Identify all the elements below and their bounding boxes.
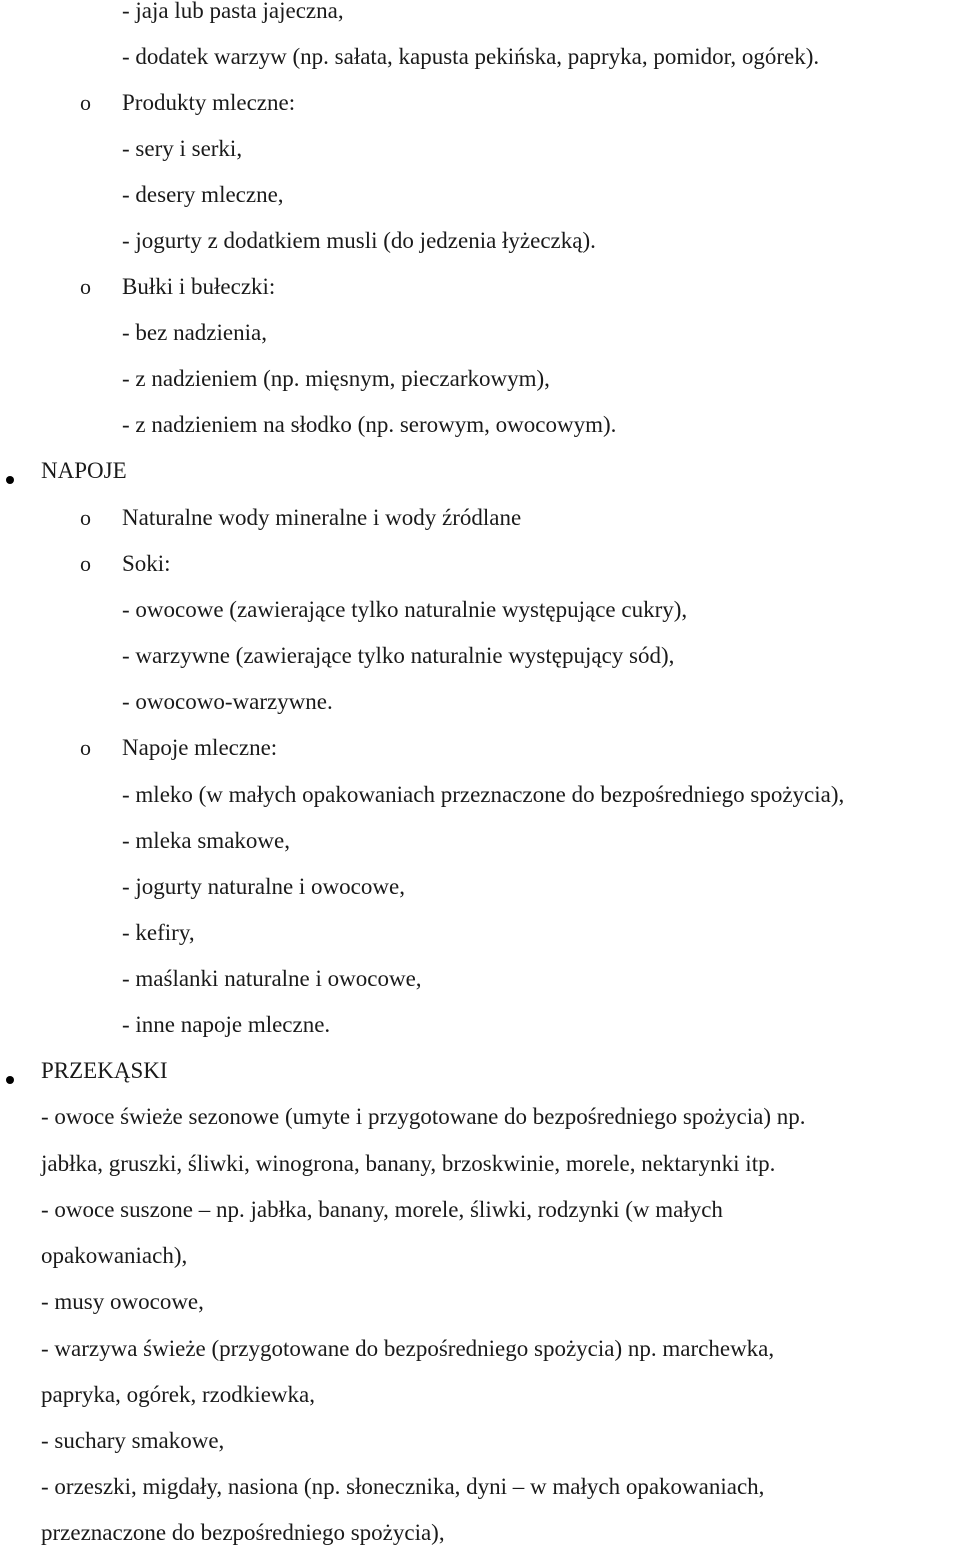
text-line: - orzeszki, migdały, nasiona (np. słonecznika, dyni – w małych opakowaniach, [41, 1474, 765, 1499]
text-line: - z nadzieniem (np. mięsnym, pieczarkowym), [122, 366, 550, 391]
text-line: - jogurty naturalne i owocowe, [122, 874, 405, 899]
sub-bullet-marker: o [80, 551, 91, 576]
text-line: - suchary smakowe, [41, 1428, 225, 1453]
sub-bullet-marker: o [80, 735, 91, 760]
text-line: - jaja lub pasta jajeczna, [122, 0, 344, 23]
text-line: - dodatek warzyw (np. sałata, kapusta pekińska, papryka, pomidor, ogórek). [122, 44, 820, 69]
text-line: - musy owocowe, [41, 1289, 204, 1314]
section-heading-przekaski: PRZEKĄSKI [41, 1058, 168, 1083]
text-line: - z nadzieniem na słodko (np. serowym, owocowym). [122, 412, 617, 437]
sub-bullet-marker: o [80, 90, 91, 115]
bullet-disc-icon [6, 476, 14, 484]
text-line: - warzywa świeże (przygotowane do bezpośredniego spożycia) np. marchewka, [41, 1336, 775, 1361]
text-line: - owocowo-warzywne. [122, 689, 333, 714]
text-line: Naturalne wody mineralne i wody źródlane [122, 505, 522, 530]
text-line: Bułki i bułeczki: [122, 274, 276, 299]
text-line: opakowaniach), [41, 1243, 188, 1268]
text-line: jabłka, gruszki, śliwki, winogrona, banany, brzoskwinie, morele, nektarynki itp. [41, 1151, 776, 1176]
text-line: - bez nadzienia, [122, 320, 267, 345]
bullet-disc-icon [6, 1076, 14, 1084]
sub-bullet-marker: o [80, 274, 91, 299]
text-line: - owoce suszone – np. jabłka, banany, morele, śliwki, rodzynki (w małych [41, 1197, 723, 1222]
text-line: - mleka smakowe, [122, 828, 290, 853]
text-line: - mleko (w małych opakowaniach przeznaczone do bezpośredniego spożycia), [122, 782, 845, 807]
text-line: przeznaczone do bezpośredniego spożycia), [41, 1520, 445, 1545]
text-line: - warzywne (zawierające tylko naturalnie występujący sód), [122, 643, 675, 668]
text-line: - jogurty z dodatkiem musli (do jedzenia łyżeczką). [122, 228, 596, 253]
section-heading-napoje: NAPOJE [41, 458, 127, 483]
text-line: Produkty mleczne: [122, 90, 296, 115]
text-line: - owoce świeże sezonowe (umyte i przygotowane do bezpośredniego spożycia) np. [41, 1104, 806, 1129]
text-line: - owocowe (zawierające tylko naturalnie występujące cukry), [122, 597, 688, 622]
text-line: papryka, ogórek, rzodkiewka, [41, 1382, 315, 1407]
text-line: - kefiry, [122, 920, 195, 945]
text-line: - desery mleczne, [122, 182, 284, 207]
text-line: - sery i serki, [122, 136, 243, 161]
text-line: Napoje mleczne: [122, 735, 278, 760]
text-line: Soki: [122, 551, 171, 576]
text-line: - inne napoje mleczne. [122, 1012, 331, 1037]
text-line: - maślanki naturalne i owocowe, [122, 966, 422, 991]
sub-bullet-marker: o [80, 505, 91, 530]
